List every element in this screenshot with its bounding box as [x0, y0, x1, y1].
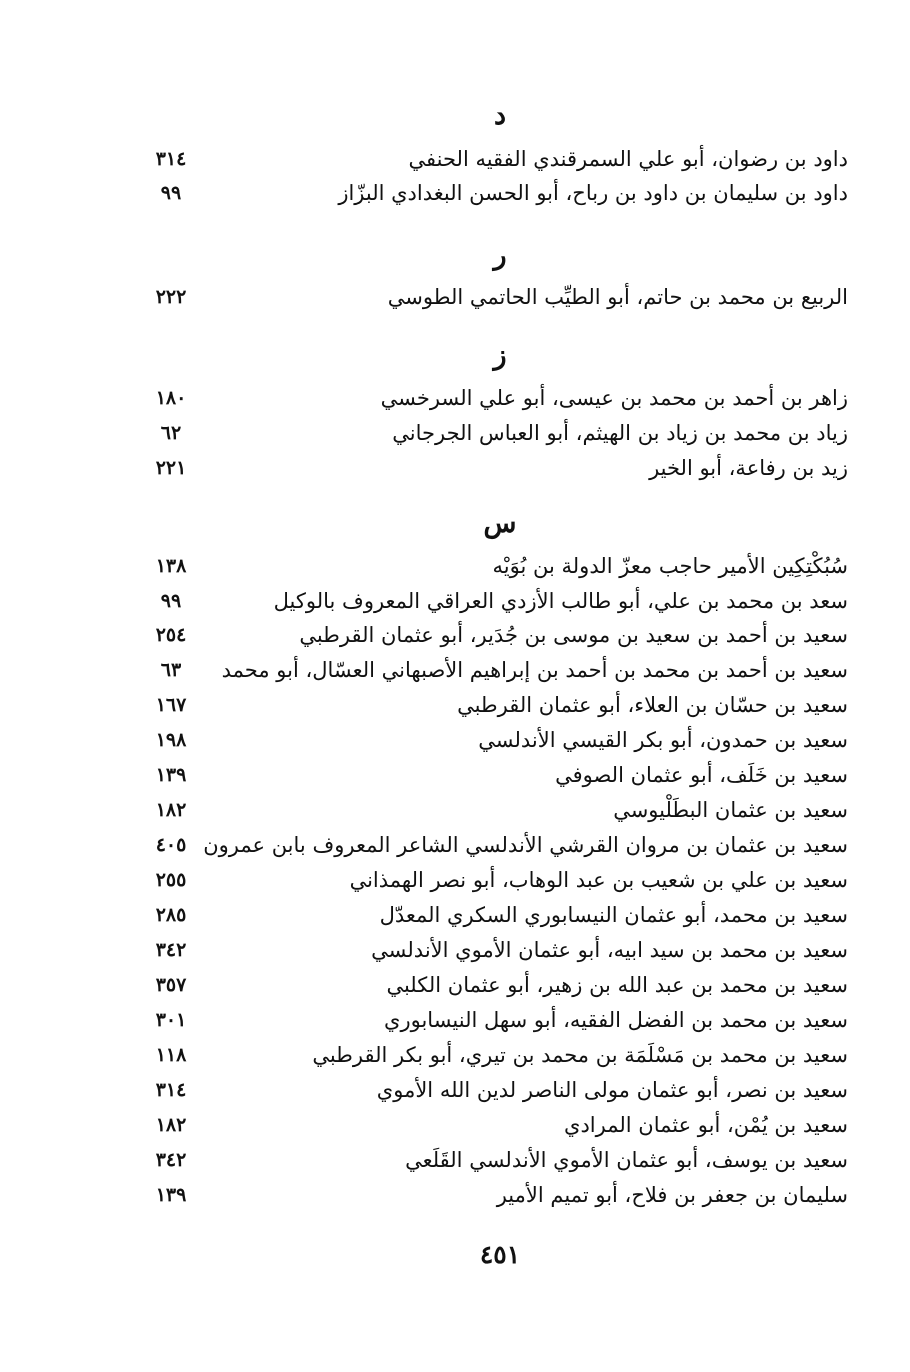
- entry-name: سعيد بن عثمان البطَلْيوسي: [613, 798, 848, 822]
- entry-page-number: ١٨٢: [155, 799, 187, 821]
- entry-page-number: ٩٩: [160, 182, 182, 204]
- index-entry: [140, 1003, 848, 1037]
- entry-name: سعيد بن يوسف، أبو عثمان الأموي الأندلسي القَلَعي: [405, 1148, 848, 1172]
- index-entry: [140, 898, 848, 932]
- index-entry: [140, 381, 848, 415]
- entry-page-number: ١٦٧: [155, 694, 187, 716]
- index-entry: [140, 828, 848, 862]
- entry-page-number: ٦٣: [160, 659, 182, 681]
- entry-page-number: ٣١٤: [155, 1079, 187, 1101]
- index-entry: [140, 1178, 848, 1212]
- entry-name: سعد بن محمد بن علي، أبو طالب الأزدي العراقي المعروف بالوكيل: [273, 589, 848, 613]
- entry-page-number: ٩٩: [160, 590, 182, 612]
- entry-name: زاهر بن أحمد بن محمد بن عيسى، أبو علي السرخسي: [380, 386, 848, 410]
- index-entry: [140, 758, 848, 792]
- index-entry: [140, 793, 848, 827]
- entry-page-number: ١٣٩: [155, 764, 187, 786]
- index-entry: [140, 1038, 848, 1072]
- entry-page-number: ٣٤٢: [155, 939, 187, 961]
- index-entry: [140, 176, 848, 210]
- index-entry: [140, 584, 848, 618]
- entry-page-number: ٣٤٢: [155, 1149, 187, 1171]
- entry-page-number: ٦٢: [160, 422, 182, 444]
- entry-page-number: ٢٥٥: [155, 869, 187, 891]
- entry-name: سعيد بن علي بن شعيب بن عبد الوهاب، أبو نصر الهمذاني: [349, 868, 848, 892]
- section-letter-dal: د: [493, 100, 507, 131]
- section-letter-sin: س: [483, 508, 517, 539]
- entry-name: سعيد بن يُمْن، أبو عثمان المرادي: [564, 1113, 848, 1137]
- index-entry: [140, 1143, 848, 1177]
- entry-page-number: ٢٢١: [155, 457, 187, 479]
- page-number: ٤٥١: [479, 1240, 521, 1269]
- entry-page-number: ٣٥٧: [155, 974, 187, 996]
- entry-page-number: ٣١٤: [155, 148, 187, 170]
- entry-name: سعيد بن محمد بن الفضل الفقيه، أبو سهل النيسابوري: [384, 1008, 848, 1032]
- index-entry: [140, 549, 848, 583]
- entry-page-number: ١٣٨: [155, 555, 187, 577]
- entry-name: سعيد بن خَلَف، أبو عثمان الصوفي: [555, 763, 848, 787]
- entry-name: سُبُكْتِكِين الأمير حاجب معزّ الدولة بن بُوَيْه: [492, 554, 848, 578]
- entry-name: سعيد بن أحمد بن محمد بن أحمد بن إبراهيم الأصبهاني العسّال، أبو محمد: [221, 658, 848, 682]
- index-entry: [140, 863, 848, 897]
- entry-name: سعيد بن حسّان بن العلاء، أبو عثمان القرطبي: [457, 693, 848, 717]
- entry-name: سعيد بن نصر، أبو عثمان مولى الناصر لدين الله الأموي: [376, 1078, 848, 1102]
- entry-page-number: ١١٨: [155, 1044, 187, 1066]
- index-entry: [140, 1108, 848, 1142]
- entry-page-number: ٢٢٢: [155, 286, 187, 308]
- index-entry: [140, 618, 848, 652]
- entry-name: سليمان بن جعفر بن فلاح، أبو تميم الأمير: [496, 1183, 848, 1207]
- index-entry: [140, 968, 848, 1002]
- entry-name: زياد بن محمد بن زياد بن الهيثم، أبو العباس الجرجاني: [392, 421, 848, 445]
- index-entry: [140, 451, 848, 485]
- entry-name: الربيع بن محمد بن حاتم، أبو الطيِّب الحاتمي الطوسي: [387, 285, 848, 309]
- entry-page-number: ١٣٩: [155, 1184, 187, 1206]
- entry-name: سعيد بن محمد، أبو عثمان النيسابوري السكري المعدّل: [379, 903, 848, 927]
- entry-name: داود بن سليمان بن داود بن رباح، أبو الحسن البغدادي البزّاز: [338, 181, 848, 205]
- entry-page-number: ٢٥٤: [155, 624, 187, 646]
- entry-name: سعيد بن حمدون، أبو بكر القيسي الأندلسي: [478, 728, 848, 752]
- section-letter-ra: ر: [493, 240, 507, 271]
- entry-name: سعيد بن عثمان بن مروان القرشي الأندلسي الشاعر المعروف بابن عمرون: [203, 833, 848, 857]
- index-entry: [140, 688, 848, 722]
- index-entry: [140, 416, 848, 450]
- index-entry: [140, 933, 848, 967]
- entry-page-number: ١٨٢: [155, 1114, 187, 1136]
- entry-page-number: ١٩٨: [155, 729, 187, 751]
- index-entry: [140, 1073, 848, 1107]
- entry-page-number: ٣٠١: [155, 1009, 187, 1031]
- entry-page-number: ١٨٠: [155, 387, 187, 409]
- index-entry: [140, 723, 848, 757]
- section-letter-zay: ز: [493, 340, 507, 371]
- entry-name: داود بن رضوان، أبو علي السمرقندي الفقيه الحنفي: [408, 147, 848, 171]
- entry-name: زيد بن رفاعة، أبو الخير: [649, 456, 848, 480]
- entry-page-number: ٢٨٥: [155, 904, 187, 926]
- entry-name: سعيد بن محمد بن عبد الله بن زهير، أبو عثمان الكلبي: [386, 973, 848, 997]
- index-entry: [140, 653, 848, 687]
- entry-page-number: ٤٠٥: [155, 834, 187, 856]
- index-entry: [140, 280, 848, 314]
- index-entry: [140, 142, 848, 176]
- entry-name: سعيد بن محمد بن مَسْلَمَة بن محمد بن تيري، أبو بكر القرطبي: [312, 1043, 848, 1067]
- entry-name: سعيد بن أحمد بن سعيد بن موسى بن جُدَير، أبو عثمان القرطبي: [299, 623, 848, 647]
- entry-name: سعيد بن محمد بن سيد ابيه، أبو عثمان الأموي الأندلسي: [371, 938, 848, 962]
